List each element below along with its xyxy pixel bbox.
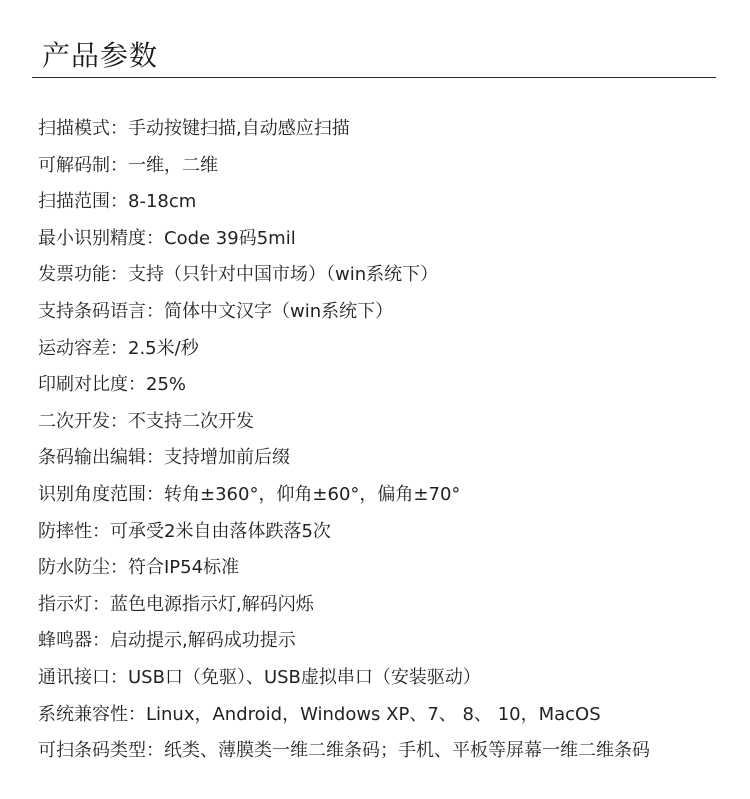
spec-list [38, 111, 738, 770]
spec-system-compatibility: 系统兼容性：Linux，Android，Windows XP、7、 8、 10，MacOS [38, 703, 601, 725]
spec-scannable-barcodes: 可扫条码类型：纸类、薄膜类一维二维条码；手机、平板等屏幕一维二维条码 [38, 740, 650, 762]
spec-drop-resistance: 防摔性：可承受2米自由落体跌落5次 [38, 520, 331, 542]
spec-buzzer: 蜂鸣器：启动提示,解码成功提示 [38, 630, 296, 652]
spec-water-dust: 防水防尘：符合IP54标准 [38, 557, 240, 579]
spec-angle-range: 识别角度范围：转角±360°，仰角±60°，偏角±70° [38, 483, 461, 505]
spec-scan-range: 扫描范围：8-18cm [38, 191, 197, 213]
spec-secondary-development: 二次开发：不支持二次开发 [38, 410, 254, 432]
section-title: 产品参数 [42, 39, 159, 72]
spec-invoice-function: 发票功能：支持（只针对中国市场）（win系统下） [38, 264, 439, 286]
spec-scan-mode: 扫描模式：手动按键扫描,自动感应扫描 [38, 118, 350, 139]
spec-motion-tolerance: 运动容差：2.5米/秒 [38, 337, 199, 359]
spec-indicator-light: 指示灯：蓝色电源指示灯,解码闪烁 [38, 593, 314, 615]
spec-print-contrast: 印刷对比度：25% [38, 374, 187, 396]
spec-decode-types: 可解码制：一维，二维 [38, 154, 218, 176]
spec-interface: 通讯接口：USB口（免驱）、USB虚拟串口（安装驱动） [38, 666, 481, 688]
spec-min-resolution: 最小识别精度：Code 39码5mil [38, 227, 296, 249]
spec-barcode-language: 支持条码语言：简体中文汉字（win系统下） [38, 300, 394, 322]
spec-output-editing: 条码输出编辑：支持增加前后缀 [38, 447, 290, 469]
section-header [32, 0, 716, 78]
